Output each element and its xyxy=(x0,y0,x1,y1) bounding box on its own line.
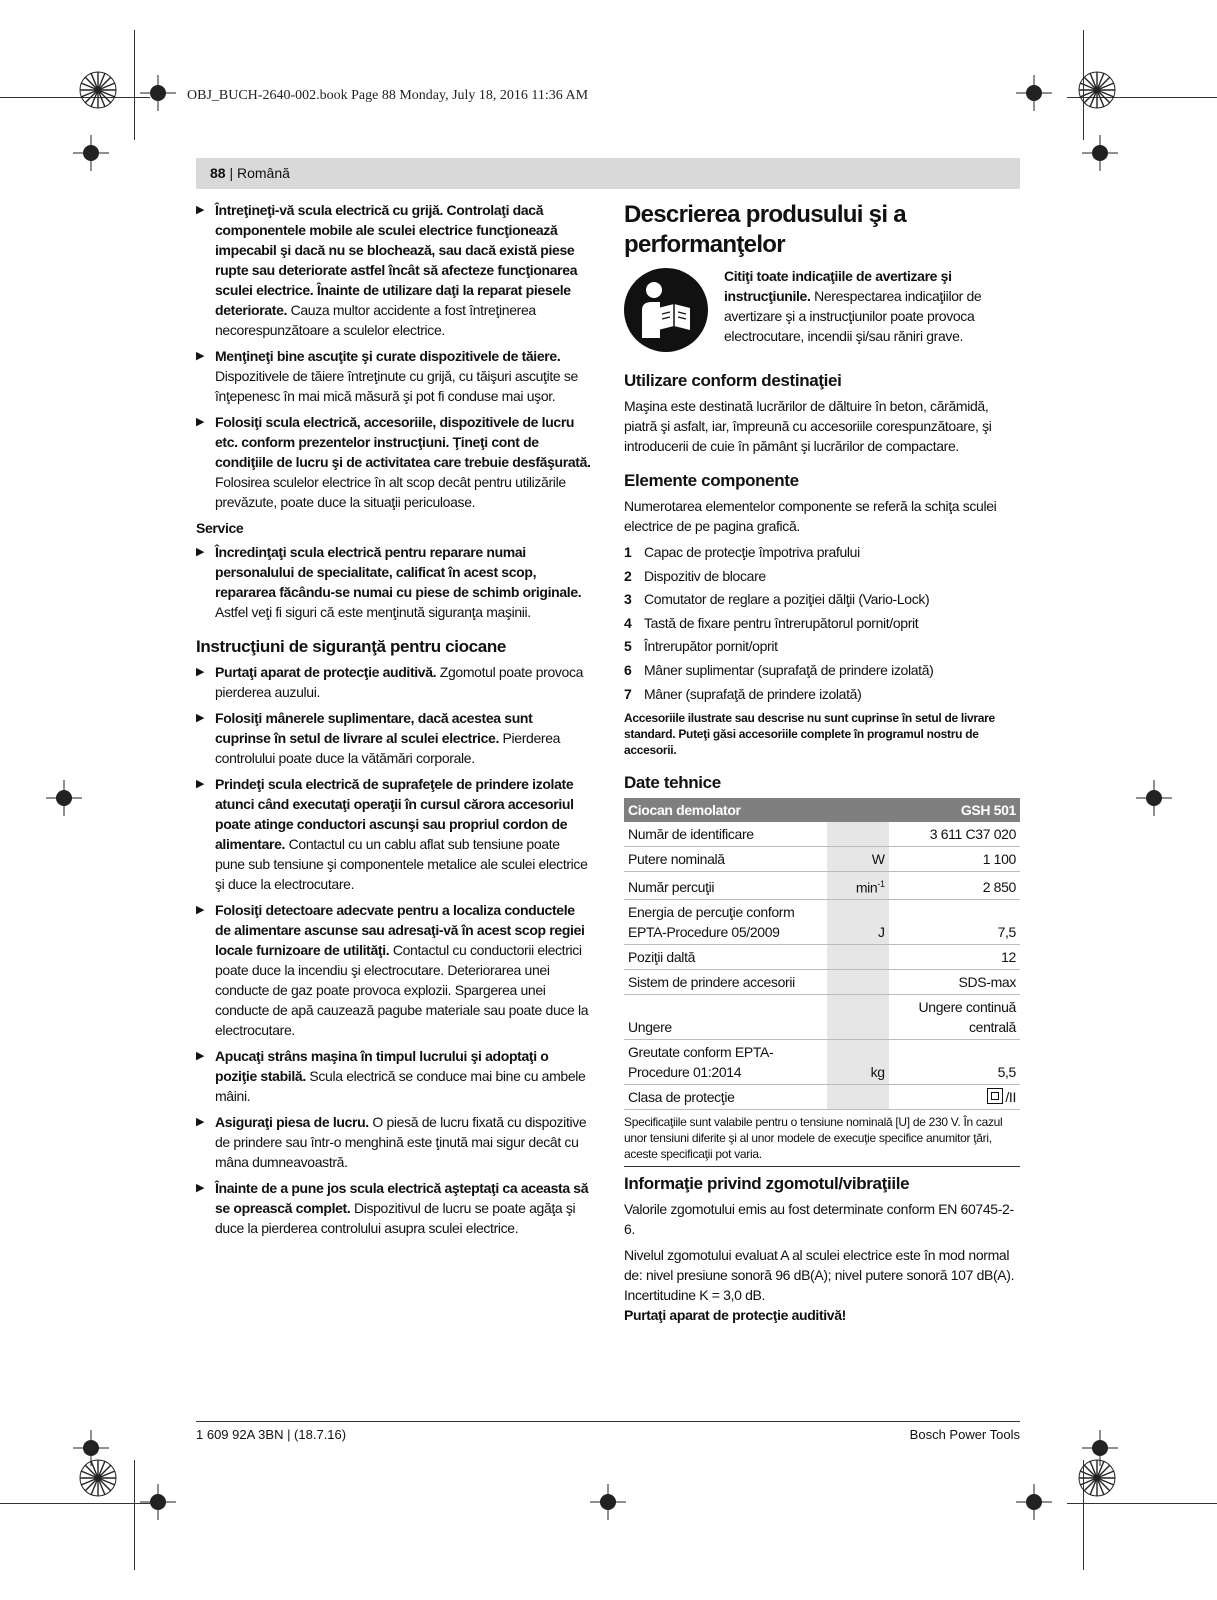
bullet-bold: Înainte de a pune jos scula electrică aşteptaţi ca aceasta să se oprească complet. xyxy=(215,1180,589,1216)
page-language: Română xyxy=(237,165,290,181)
component-label: Tastă de fixare pentru întrerupătorul pornit/oprit xyxy=(644,614,919,631)
warning-block xyxy=(624,266,1020,356)
bullet-bold: Asiguraţi piesa de lucru. xyxy=(215,1114,369,1130)
footer-divider xyxy=(196,1421,1020,1422)
table-header-row xyxy=(624,798,1020,822)
table-row xyxy=(624,846,1020,871)
page-header-bar: 88 | Română xyxy=(196,158,1020,189)
bullet-text: Contactul cu conductorii electrici poate duce la incendiu şi electrocutare. Deteriorarea unei conducte de gaz poate provoca explozii. Spargerea unei conducte de apă cauzează pagube materiale sau poate duce la electrocutare. xyxy=(215,942,589,1038)
warning-bold: Citiţi toate indicaţiile de avertizare şi instrucţiunile. xyxy=(724,268,952,304)
warning-text: Nerespectarea indicaţiilor de avertizare şi a instrucţiunilor poate provoca electrocutare, incendii şi/sau răniri grave. xyxy=(724,288,982,344)
crop-mark xyxy=(0,97,150,98)
spec-value xyxy=(889,900,1020,945)
bullet-bold: Folosiţi detectoare adecvate pentru a localiza conductele de alimentare ascunse sau adresaţi-vă în acest scop regiei locale furnizoare de utilităţi. xyxy=(215,902,585,958)
safety-bullet xyxy=(196,1046,591,1106)
table-row xyxy=(624,871,1020,900)
main-title: Descrierea produsului şi a performanţelor xyxy=(624,201,906,258)
component-item xyxy=(624,613,1020,633)
crosshair-mark-icon xyxy=(1082,1430,1118,1466)
spec-label: Putere nominală xyxy=(624,846,827,871)
component-number: 5 xyxy=(624,638,632,655)
accessories-note: Accesoriile ilustrate sau descrise nu sunt cuprinse în setul de livrare standard. Puteţi găsi accesoriile complete în programul nostru de accesorii. xyxy=(624,710,995,757)
component-item xyxy=(624,589,1020,609)
table-row xyxy=(624,900,1020,945)
bullet-text: Zgomotul poate provoca pierderea auzului. xyxy=(215,664,584,700)
safety-bullet xyxy=(196,1112,591,1172)
spec-value xyxy=(889,798,1020,822)
component-item xyxy=(624,636,1020,656)
bullet-bold: Menţineţi bine ascuţite şi curate dispozitivele de tăiere. xyxy=(215,348,561,364)
spec-value xyxy=(889,945,1020,970)
crosshair-mark-icon xyxy=(140,75,176,111)
bullet-bold: Apucaţi strâns maşina în timpul lucrului şi adoptaţi o poziţie stabilă. xyxy=(215,1048,549,1084)
bullet-bold: Folosiţi mânerele suplimentare, dacă acestea sunt cuprinse în setul de livrare al sculei electrice. xyxy=(215,710,533,746)
spec-label: Ciocan demolator xyxy=(624,798,827,822)
component-label: Capac de protecţie împotriva prafului xyxy=(644,544,860,560)
crosshair-mark-icon xyxy=(73,135,109,171)
spec-unit xyxy=(827,900,889,945)
spec-value xyxy=(889,1085,1020,1110)
spec-unit xyxy=(827,1085,889,1110)
registration-wheel-icon xyxy=(78,70,118,110)
spec-unit xyxy=(827,798,889,822)
protection-class-icon xyxy=(987,1088,1003,1104)
components-list xyxy=(624,542,1020,704)
crosshair-mark-icon xyxy=(1082,135,1118,171)
component-label: Întrerupător pornit/oprit xyxy=(644,638,778,655)
spec-unit-exponent: -1 xyxy=(877,878,885,889)
spec-value-text: Ungere continuă centrală xyxy=(918,999,1016,1036)
bullet-text: Cauza multor accidente a fost întreţinerea necorespunzătoare a sculelor electrice. xyxy=(215,302,536,338)
safety-bullet xyxy=(196,662,591,702)
crosshair-mark-icon xyxy=(1136,780,1172,816)
spec-value-text: 2 850 xyxy=(982,879,1016,896)
page-number: 88 xyxy=(210,165,226,181)
left-column xyxy=(196,200,591,1244)
bullet-bold: Purtaţi aparat de protecţie auditivă. xyxy=(215,664,437,680)
crosshair-mark-icon xyxy=(46,780,82,816)
spec-value-text: /II xyxy=(1005,1089,1016,1106)
spec-value xyxy=(889,970,1020,995)
spec-value xyxy=(889,995,1020,1040)
bullet-bold: Folosiţi scula electrică, accesoriile, dispozitivele de lucru etc. conform prezentelor instrucţiuni. Ţineţi cont de condiţiile de lucru şi de activitatea care trebuie desfăşurată. xyxy=(215,414,591,470)
component-label: Comutator de reglare a poziţiei dălţii (Vario-Lock) xyxy=(644,591,930,608)
service-bullet xyxy=(196,542,591,622)
noise-warning: Purtaţi aparat de protecţie auditivă! xyxy=(624,1307,846,1324)
spec-label: Poziţii daltă xyxy=(624,945,827,970)
crosshair-mark-icon xyxy=(1016,1484,1052,1520)
component-label: Mâner suplimentar (suprafaţă de prindere izolată) xyxy=(644,661,934,678)
spec-unit xyxy=(827,945,889,970)
component-item xyxy=(624,660,1020,680)
components-intro: Numerotarea elementelor componente se referă la schiţa sculei electrice de pe pagina grafică. xyxy=(624,498,997,534)
safety-bullet xyxy=(196,346,591,406)
crop-mark xyxy=(1067,1503,1217,1504)
bullet-text: Dispozitivele de tăiere întreţinute cu grijă, cu tăişuri ascuţite se înţepenesc în mai mică măsură şi pot fi conduse mai uşor. xyxy=(215,368,578,404)
right-column xyxy=(624,200,1020,1325)
spec-value-text: GSH 501 xyxy=(960,801,1016,818)
crosshair-mark-icon xyxy=(140,1484,176,1520)
component-label: Mâner (suprafaţă de prindere izolată) xyxy=(644,685,862,702)
read-manual-icon xyxy=(624,268,708,352)
table-row xyxy=(624,1085,1020,1110)
spec-unit xyxy=(827,970,889,995)
safety-bullet xyxy=(196,708,591,768)
tech-data-table xyxy=(624,798,1020,1111)
spec-value-text: 1 100 xyxy=(982,850,1016,867)
spec-value-text: SDS-max xyxy=(958,974,1016,991)
safety-bullet xyxy=(196,774,591,894)
spec-unit xyxy=(827,846,889,871)
bullet-text: Scula electrică se conduce mai bine cu ambele mâini. xyxy=(215,1068,586,1104)
footer-brand: Bosch Power Tools xyxy=(909,1427,1020,1442)
spec-value xyxy=(889,846,1020,871)
component-number: 3 xyxy=(624,591,632,608)
crop-mark xyxy=(0,1503,150,1504)
spec-value xyxy=(889,1040,1020,1085)
table-note: Specificaţiile sunt valabile pentru o tensiune nominală [U] de 230 V. În cazul unor tensiuni diferite şi al unor modele de execuţie specifice anumitor ţări, aceste specificaţii pot varia. xyxy=(624,1110,1020,1167)
component-number: 1 xyxy=(624,544,632,560)
spec-label: Clasa de protecţie xyxy=(624,1085,827,1110)
safety-bullet xyxy=(196,200,591,340)
spec-label: Număr percuţii xyxy=(624,871,827,900)
spec-value-text: 12 xyxy=(1001,949,1016,966)
bullet-bold: Prindeţi scula electrică de suprafeţele de prindere izolate atunci când executaţi operaţii în cursul cărora accesoriul poate atinge conductori ascunşi sau propriul cordon de alimentare. xyxy=(215,776,574,852)
spec-label: Energia de percuţie conform EPTA-Procedure 05/2009 xyxy=(624,900,827,945)
bullet-text: Pierderea controlului poate duce la vătămări corporale. xyxy=(215,730,561,766)
table-row xyxy=(624,970,1020,995)
registration-wheel-icon xyxy=(1077,70,1117,110)
component-number: 2 xyxy=(624,567,632,584)
spec-value-text: 3 611 C37 020 xyxy=(929,825,1016,842)
crop-mark xyxy=(134,1460,135,1570)
component-number: 7 xyxy=(624,685,632,702)
components-title: Elemente componente xyxy=(624,471,799,490)
noise-paragraph: Valorile zgomotului emis au fost determinate conform EN 60745-2-6. xyxy=(624,1201,1014,1238)
spec-value xyxy=(889,822,1020,847)
crop-mark xyxy=(134,30,135,140)
table-row xyxy=(624,945,1020,970)
bullet-text: Astfel veţi fi siguri că este menţinută siguranţa maşinii. xyxy=(215,604,531,620)
spec-unit-text: min xyxy=(855,879,878,896)
safety-bullet xyxy=(196,900,591,1040)
bullet-bold: Încredinţaţi scula electrică pentru reparare numai personalului de specialitate, calificat în acest scop, repararea făcându-se numai cu piese de schimb originale. xyxy=(215,544,582,600)
hammer-safety-title: Instrucţiuni de siguranţă pentru ciocane xyxy=(196,637,506,656)
bullet-text: Folosirea sculelor electrice în alt scop decât pentru utilizările prevăzute, poate duce la situaţii periculoase. xyxy=(215,474,566,510)
spec-unit-text: J xyxy=(878,924,885,941)
spec-label: Număr de identificare xyxy=(624,822,827,847)
safety-bullet xyxy=(196,412,591,512)
noise-paragraph: Nivelul zgomotului evaluat A al sculei electrice este în mod normal de: nivel presiune sonoră 96 dB(A); nivel putere sonoră 107 dB(A). Incertitudine K = 3,0 dB. xyxy=(624,1247,1015,1304)
tech-data-title: Date tehnice xyxy=(624,772,721,792)
component-item xyxy=(624,542,1020,562)
spec-value-text: 5,5 xyxy=(997,1064,1016,1081)
spec-unit xyxy=(827,1040,889,1085)
component-label: Dispozitiv de blocare xyxy=(644,567,766,584)
service-title: Service xyxy=(196,520,244,536)
spec-unit xyxy=(827,822,889,847)
component-number: 4 xyxy=(624,614,632,631)
table-row xyxy=(624,822,1020,847)
table-row xyxy=(624,995,1020,1040)
intended-use-title: Utilizare conform destinaţiei xyxy=(624,371,842,390)
crosshair-mark-icon xyxy=(1016,75,1052,111)
spec-label: Ungere xyxy=(624,995,827,1040)
safety-bullet xyxy=(196,1178,591,1238)
bullet-text: O piesă de lucru fixată cu dispozitive de prindere sau într-o menghină este ţinută mai sigur decât cu mâna dumneavoastră. xyxy=(215,1114,587,1170)
crosshair-mark-icon xyxy=(590,1484,626,1520)
table-row xyxy=(624,1040,1020,1085)
spec-unit xyxy=(827,995,889,1040)
component-number: 6 xyxy=(624,661,632,678)
bullet-bold: Întreţineţi-vă scula electrică cu grijă. Controlaţi dacă componentele mobile ale sculei electrice funcţionează impecabil şi dacă nu se blochează, sau dacă există piese rupte sau deteriorate astfel încât să afecteze funcţionarea sculei electrice. Înainte de utilizare daţi la reparat piesele deteriorate. xyxy=(215,202,578,318)
spec-unit-text: kg xyxy=(870,1064,885,1081)
spec-unit xyxy=(827,871,889,900)
component-item xyxy=(624,566,1020,586)
spec-unit-text: W xyxy=(871,850,885,867)
component-item xyxy=(624,684,1020,704)
intended-use-text: Maşina este destinată lucrărilor de dăltuire în beton, cărămidă, piatră şi asfalt, iar, împreună cu accesoriile corespunzătoare, şi introducerii de cuie în pământ şi lucrărilor de compactare. xyxy=(624,398,992,454)
spec-label: Sistem de prindere accesorii xyxy=(624,970,827,995)
spec-value-text: 7,5 xyxy=(997,924,1016,941)
spec-value xyxy=(889,871,1020,900)
footer-doc-id: 1 609 92A 3BN | (18.7.16) xyxy=(196,1427,347,1442)
bullet-text: Dispozitivul de lucru se poate agăţa şi duce la pierderea controlului asupra sculei electrice. xyxy=(215,1200,576,1236)
crosshair-mark-icon xyxy=(73,1430,109,1466)
print-header: OBJ_BUCH-2640-002.book Page 88 Monday, July 18, 2016 11:36 AM xyxy=(187,88,589,103)
bullet-text: Contactul cu un cablu aflat sub tensiune poate pune sub tensiune şi componentele metalice ale sculei electrice şi duce la electrocutare. xyxy=(215,836,588,892)
spec-label: Greutate conform EPTA-Procedure 01:2014 xyxy=(624,1040,827,1085)
noise-title: Informaţie privind zgomotul/vibraţiile xyxy=(624,1174,910,1194)
